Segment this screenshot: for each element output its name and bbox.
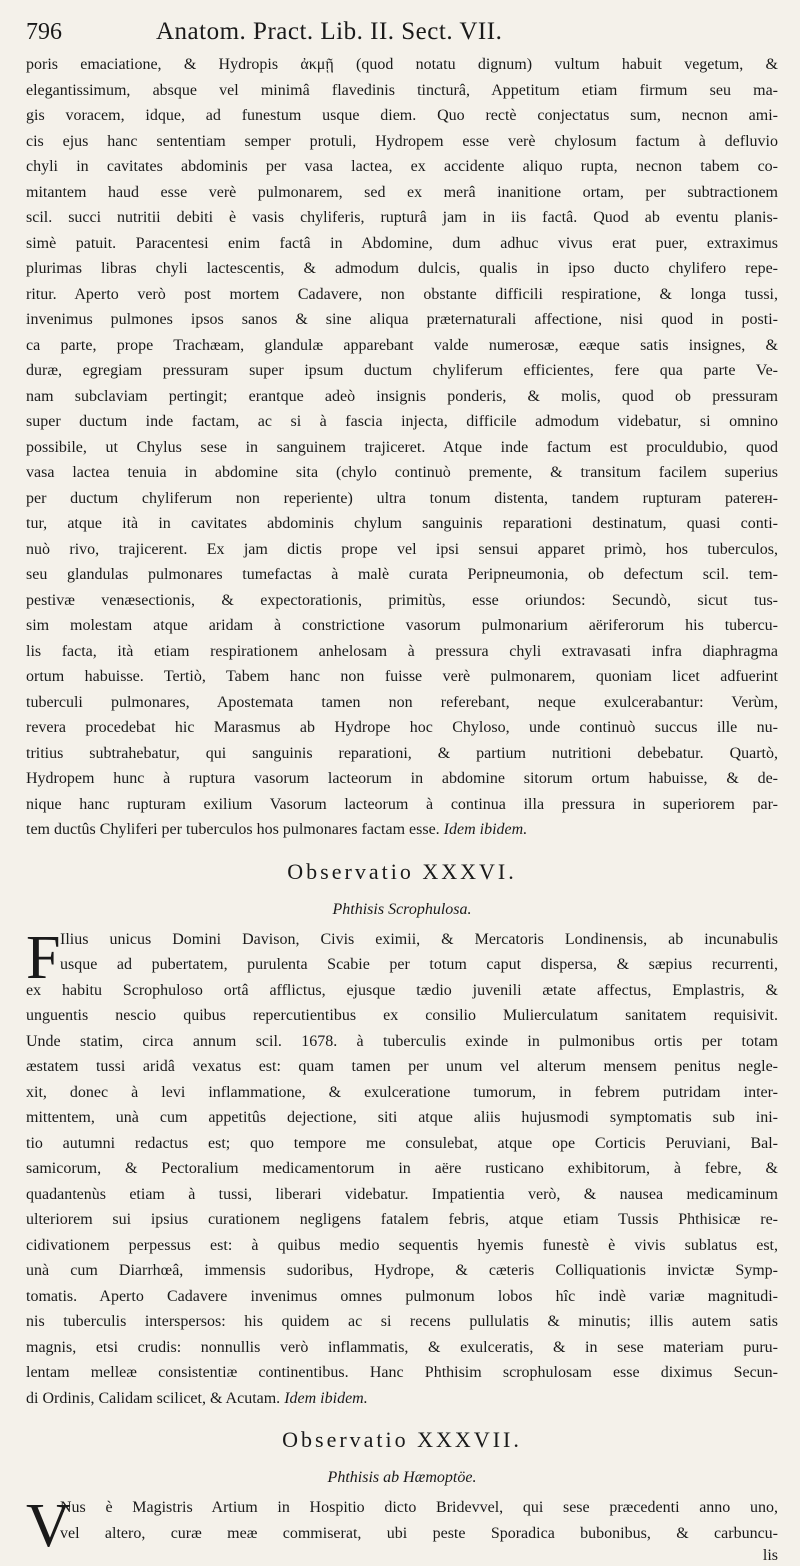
- text-line: [26, 1386, 778, 1412]
- text-line: nis tuberculis interspersos: his quidem ac si recens pullulatis & minutis; illis autem satis: [26, 1313, 778, 1330]
- text-line: seu glandulas pulmonares tumefactas à malè curata Peripneumonia, ob defectum scil. tem-: [26, 566, 778, 583]
- text-line: revera procedebat hic Marasmus ab Hydrope hoc Chyloso, unde continuò succus ille nu-: [26, 719, 778, 736]
- text-line: Nus è Magistris Artium in Hospitio dicto Bridevvel, qui sese præcedenti anno uno,: [60, 1499, 778, 1516]
- source-citation: Idem ibidem.: [284, 1389, 368, 1407]
- text-line: samicorum, & Pectoralium medicamentorum in aëre rusticano exhibitorum, à febre, &: [26, 1160, 778, 1177]
- text-line: per ductum chyliferum non reperiente) ultra tonum distenta, tandem rupturam paterен-: [26, 489, 778, 507]
- text-line: Unde statim, circa annum scil. 1678. à tuberculis exinde in pulmonibus ortis per totam: [26, 1032, 778, 1050]
- text-line: lis facta, ità etiam respirationem anhelosam à pressura chyli extravasati infra diaphragma: [26, 642, 778, 660]
- text-line: ca parte, prope Trachæam, glandulæ apparebant valde numerosæ, eæque satis insignes, &: [26, 336, 778, 354]
- text-line: magnis, etsi crudis: nonnullis verò inflammatis, & exulceratis, & in sese materiam puru-: [26, 1338, 778, 1356]
- text-line: chyli in cavitates abdominis per vasa lactea, ex accidente aliquo rupta, necnon tabem co-: [26, 158, 778, 175]
- text-line: xit, donec à levi inflammatione, & exulceratione tumorum, in febrem putridam inter-: [26, 1083, 778, 1101]
- drop-cap: F: [26, 923, 61, 992]
- catchword: lis: [762, 1547, 778, 1564]
- text-line: [26, 817, 778, 843]
- text-line: ex habitu Scrophuloso ortâ afflictus, ejusque tædio juvenili ætate affectus, Emplastris, &: [26, 981, 778, 999]
- text-line: invenimus pulmones ipsos sanos & sine aliqua præternaturali affectione, nisi quod in posti-: [26, 311, 778, 328]
- text-line: nam subclaviam pertingit; erantque adeò insignis ponderis, & molis, quod ob pressuram: [26, 387, 778, 405]
- observation-37-heading: Observatio XXXVII.: [282, 1427, 522, 1452]
- text-line: mitantem haud esse verè pulmonarem, sed ex merâ inanitione ortam, per subtractionem: [26, 183, 778, 201]
- observation-37-body: [26, 1492, 778, 1566]
- page-number: 796: [26, 19, 62, 45]
- text-line: Ilius unicus Domini Davison, Civis eximii, & Mercatoris Londinensis, ab incunabulis: [60, 930, 778, 948]
- source-citation: Idem ibidem.: [443, 821, 528, 838]
- text-line: sim molestam atque aridam à constrictione vasorum pulmonarium aëriferorum his tubercu-: [26, 617, 778, 634]
- closing-text: di Ordinis, Calidam scilicet, & Acutam.: [26, 1389, 281, 1407]
- text-line: ritur. Aperto verò post mortem Cadavere, non obstante difficili respiratione, & longa tussi,: [26, 285, 778, 303]
- observation-36-subtitle: Phthisis Scrophulosa.: [332, 900, 472, 918]
- text-line: quadantenùs etiam à tussi, liberari videbatur. Impatientia verò, & nausea medicaminum: [26, 1185, 778, 1203]
- text-line: elegantissimum, absque vel minimâ flavedinis tincturâ, Appetitum etiam firmum seu ma-: [26, 81, 778, 99]
- text-line: plurimas libras chyli lactescentis, & admodum dulcis, qualis in ipso ducto chylifero repe-: [26, 260, 778, 277]
- observation-37-subtitle: Phthisis ab Hæmoptöe.: [327, 1469, 477, 1486]
- text-line: tomatis. Aperto Cadavere invenimus omnes pulmonum lobos hîc indè variæ magnitudi-: [26, 1287, 778, 1305]
- text-line: tur, atque ità in cavitates abdominis chylum sanguinis reparationi destinatum, quasi conti-: [26, 515, 778, 532]
- text-line: ortum habuisse. Tertiò, Tabem hanc non fuisse verè pulmonarem, quoniam licet adfuerint: [26, 668, 778, 685]
- observation-36-heading: Observatio XXXVI.: [287, 858, 517, 884]
- text-line: tuberculi pulmonares, Apostemata tamen non referebant, neque exulcerabantur: Verùm,: [26, 693, 778, 711]
- text-line: tio autumni redactus est; quo tempore me consulebat, atque ope Corticis Peruviani, Bal-: [26, 1134, 778, 1152]
- text-line: poris emaciatione, & Hydropis ἀκμῇ (quod notatu dignum) vultum habuit vegetum, &: [26, 56, 778, 73]
- text-line: unguentis nescio quibus repercutientibus ex consilio Mulierculatum sanitatem requisivit.: [26, 1007, 778, 1024]
- text-line: simè patuit. Paracentesi enim factâ in Abdomine, dum adhuc vivus erat puer, extraximus: [26, 234, 778, 252]
- text-line: lentam melleæ consistentiæ continentibus. Hanc Phthisim scrophulosam esse diximus Secun-: [26, 1364, 778, 1381]
- text-line: cidivationem perpessus est: à quibus medio sequentis hyemis funestè è vivis sublatus est,: [26, 1236, 778, 1254]
- running-head: [26, 18, 778, 52]
- observation-36-body: [26, 923, 778, 1412]
- running-title: Anatom. Pract. Lib. II. Sect. VII.: [156, 18, 503, 45]
- text-line: pestivæ venæsectionis, & expectorationis, primitùs, esse oriundos: Secundò, sicut tus-: [26, 591, 778, 609]
- closing-text: tem ductûs Chyliferi per tuberculos hos pulmonares factam esse.: [26, 821, 440, 838]
- text-line: ulteriorem sui ipsius curationem negligens fatalem febris, atque etiam Tussis Phthisicæ re-: [26, 1211, 778, 1228]
- text-line: nuò rivo, trajicerent. Ex jam dictis prope vel ipsi sensui apparet primò, hos tuberculos,: [26, 540, 778, 558]
- text-line: cis ejus hanc sententiam semper protuli, Hydropem esse verè chylosum factum à defluvio: [26, 132, 778, 150]
- text-line: vel altero, curæ meæ commiserat, ubi peste Sporadica bubonibus, & carbuncu-: [60, 1524, 778, 1542]
- text-line: mittentem, unà cum appetitûs dejectione, siti atque aliis hujusmodi symptomatis sub ini-: [26, 1109, 778, 1126]
- text-line: æstatem tussi aridâ vexatus est: quam tamen per unum vel alterum mensem penitus negle-: [26, 1058, 778, 1075]
- text-line: super ductum inde factam, ac si à fascia injecta, difficile admodum videbatur, si omnino: [26, 413, 778, 430]
- text-line: usque ad pubertatem, purulenta Scabie per totum caput dispersa, & sæpius recurrenti,: [60, 956, 778, 973]
- text-line: gis voracem, idque, ad funestum usque diem. Quo rectè conjectatus sum, necnon ami-: [26, 107, 778, 124]
- drop-cap: V: [26, 1492, 71, 1560]
- text-line: scil. succi nutritii debiti è vasis chyliferis, rupturâ jam in iis factâ. Quod ab eventu planis-: [26, 209, 778, 226]
- text-line: possibile, ut Chylus sese in sanguinem trajiceret. Atque inde factum est proculdubio, quod: [26, 438, 778, 456]
- text-line: Hydropem hunc à ruptura vasorum lacteorum in abdomine sitorum ortum habuisse, & de-: [26, 770, 778, 787]
- text-line: tritius subtrahebatur, qui sanguinis reparationi, & partium nutritioni debebatur. Quartò,: [26, 744, 778, 762]
- text-line: nique hanc rupturam exilium Vasorum lacteorum à continua illa pressura in superiorem par-: [26, 795, 778, 813]
- text-line: unà cum Diarrhœâ, immensis sudoribus, Hydrope, & cæteris Colliquationis invictæ Symp-: [26, 1262, 778, 1279]
- text-line: vasa lactea tenuia in abdomine sita (chylo continuò premente, & transitum facilem superius: [26, 464, 778, 481]
- text-line: duræ, egregiam pressuram super ipsum ductum chyliferum efficientes, fere qua parte Ve-: [26, 362, 778, 379]
- continued-paragraph: [26, 52, 778, 843]
